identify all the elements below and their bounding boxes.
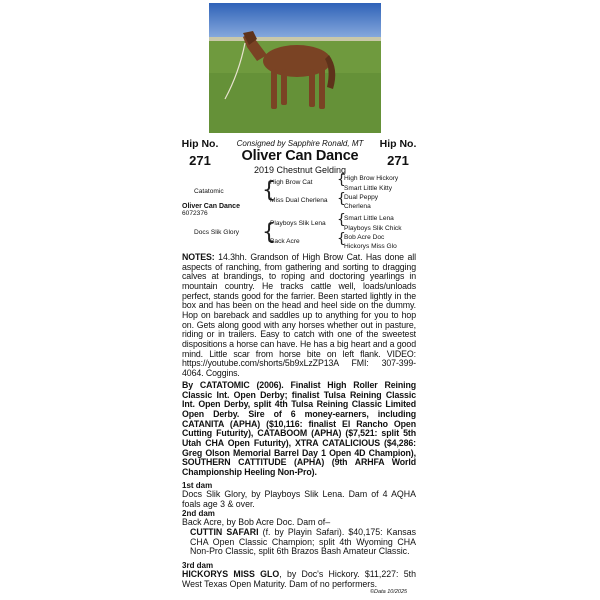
pedigree-sire-sire: High Brow Cat xyxy=(270,179,313,186)
hip-value: 271 xyxy=(189,153,211,168)
pedigree-dam-dam: Back Acre xyxy=(270,238,300,245)
pedigree-brace: { xyxy=(337,212,346,228)
hip-value: 271 xyxy=(387,153,409,168)
third-dam-heading: 3rd dam xyxy=(182,561,214,570)
pedigree-registration: 6072376 xyxy=(182,210,208,217)
pedigree-ds-dam: Playboys Slik Chick xyxy=(344,225,402,232)
third-dam-name: HICKORYS MISS GLO xyxy=(182,569,280,579)
first-dam-heading: 1st dam xyxy=(182,481,213,490)
pedigree-dd-sire: Bob Acre Doc xyxy=(344,234,385,241)
pedigree-brace: { xyxy=(337,231,346,247)
third-dam-text xyxy=(182,570,416,589)
pedigree-brace: { xyxy=(262,178,276,203)
pedigree-subject: Oliver Can Dance xyxy=(182,203,240,210)
second-dam-heading: 2nd dam xyxy=(182,509,215,518)
pedigree-brace: { xyxy=(262,220,276,245)
notes-section xyxy=(182,253,416,379)
horse-description: 2019 Chestnut Gelding xyxy=(253,165,347,175)
second-dam-offspring xyxy=(190,528,416,557)
pedigree-sire-dam: Miss Dual Cherlena xyxy=(270,197,328,204)
notes-label: NOTES: xyxy=(182,252,215,262)
third-dam-record: , by Doc's Hickory. $11,227: 5th West Texas Open Maturity. Dam of no performers. xyxy=(182,569,416,589)
pedigree-dam: Docs Slik Glory xyxy=(194,229,240,236)
consignor-line: Consigned by Sapphire Ronald, MT xyxy=(236,139,364,148)
pedigree-ds-sire: Smart Little Lena xyxy=(344,215,394,222)
hip-label: Hip No. xyxy=(181,138,219,150)
pedigree-sd-sire: Dual Peppy xyxy=(344,194,379,201)
pedigree-ss-dam: Smart Little Kitty xyxy=(344,185,393,192)
hip-label: Hip No. xyxy=(379,138,417,150)
second-dam-text: Back Acre, by Bob Acre Doc. Dam of– xyxy=(182,517,331,527)
first-dam-text: Docs Slik Glory, by Playboys Slik Lena. Dam of 4 AQHA foals age 3 & over. xyxy=(182,489,416,509)
pedigree-dd-dam: Hickorys Miss Glo xyxy=(344,243,397,250)
offspring-name: CUTTIN SAFARI xyxy=(190,527,259,537)
pedigree-brace: { xyxy=(337,172,346,188)
data-copyright: ©Data 10/2025 xyxy=(370,589,408,595)
pedigree-sd-dam: Cherlena xyxy=(344,203,371,210)
pedigree-ss-sire: High Brow Hickory xyxy=(344,175,399,182)
sire-record: By CATATOMIC (2006). Finalist High Roller Reining Classic Int. Open Derby; finalist Tulsa Reining Classic Int. Open Derby, split 4th Tulsa Reining Classic Limited Open Derby. Sire of 6 money-earners, including CATANITA (APHA) ($10,116: finalist El Rancho Open Cutting Futurity), CATABOOM (APHA) ($7,521: split 5th Utah CHA Open Futurity), XTRA CATALICIOUS ($4,286: Greg Olson Memorial Barrel Day 1 Open 4D Champion), SOUTHERN CATTITUDE (APHA) (9th ARHFA World Championship Heeling Non-Pro). xyxy=(182,380,416,478)
horse-photo-illustration xyxy=(209,3,381,133)
notes-text: 14.3hh. Grandson of High Brow Cat. Has done all aspects of ranching, from gathering and sorting to dragging calves at brandings, to roping and doctoring yearlings in mountain country. He tracks cattle well, loads/unloads perfect, stands good for the farrier. Been started lightly in the box and has been on the head and heel side on the dummy. Hop on bareback and saddles up to anything for you to hop on. Gets along good with any horses whether out in pasture, riding or in trailers. Easy to catch with one of the sweetest dispositions a horse can have. He has a big heart and a good mind. Little scar from horse bite on left flank. VIDEO: https://youtube.com/shorts/5b9xLzZP13A FMI: 307-399-4064. Coggins. xyxy=(182,252,416,379)
pedigree-sire: Catatomic xyxy=(194,188,224,195)
offspring-record: (f. by Playin Safari). $40,175: Kansas CHA Open Classic Champion; split 4th Wyoming CHA Non-Pro Classic, split 6th Brazos Bash Amateur Classic. xyxy=(190,527,416,557)
pedigree-brace: { xyxy=(337,191,346,207)
pedigree-dam-sire: Playboys Slik Lena xyxy=(270,220,326,227)
horse-photo xyxy=(209,3,381,133)
horse-name: Oliver Can Dance xyxy=(241,148,359,164)
